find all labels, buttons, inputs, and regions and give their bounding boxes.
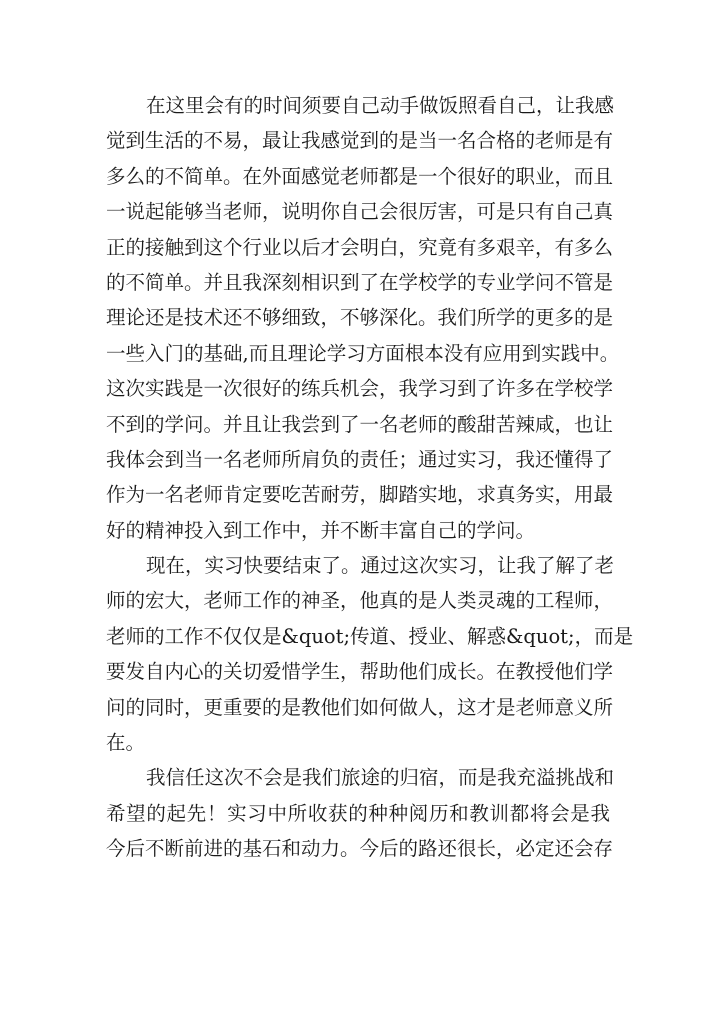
text-line: 我信任这次不会是我们旅途的归宿，而是我充溢挑战和 (146, 766, 615, 790)
text-line: 理论还是技术还不够细致，不够深化。我们所学的更多的是 (106, 306, 614, 330)
text-line: 今后不断前进的基石和动力。今后的路还很长，必定还会存 (106, 837, 614, 861)
text-line: 作为一名老师肯定要吃苦耐劳，脚踏实地，求真务实，用最 (106, 483, 614, 507)
text-line: 在这里会有的时间须要自己动手做饭照看自己，让我感 (146, 94, 615, 117)
text-line: 的不简单。并且我深刻相识到了在学校学的专业学问不管是 (106, 270, 614, 294)
text-line: 一说起能够当老师，说明你自己会很厉害，可是只有自己真 (106, 200, 614, 224)
paragraph-2 (106, 548, 634, 760)
text-line: 希望的起先！实习中所收获的种种阅历和教训都将会是我 (106, 801, 610, 825)
text-line: 老师的工作不仅仅是&quot;传道、授业、解惑&quot;，而是 (106, 624, 634, 648)
document-page (106, 88, 634, 867)
text-line: 不到的学问。并且让我尝到了一名老师的酸甜苦辣咸，也让 (106, 412, 614, 436)
text-line: 在。 (106, 731, 146, 755)
text-line: 师的宏大，老师工作的神圣，他真的是人类灵魂的工程师， (106, 589, 614, 613)
paragraph-1 (106, 88, 620, 548)
text-line: 要发自内心的关切爱惜学生，帮助他们成长。在教授他们学 (106, 660, 614, 684)
text-line: 正的接触到这个行业以后才会明白，究竟有多艰辛，有多么 (106, 235, 614, 259)
text-line: 这次实践是一次很好的练兵机会，我学习到了许多在学校学 (106, 377, 614, 401)
text-line: 觉到生活的不易，最让我感觉到的是当一名合格的老师是有 (106, 129, 614, 153)
text-line: 我体会到当一名老师所肩负的责任；通过实习，我还懂得了 (106, 447, 614, 471)
text-line: 多么的不简单。在外面感觉老师都是一个很好的职业，而且 (106, 164, 614, 188)
text-line: 问的同时，更重要的是教他们如何做人，这才是老师意义所 (106, 695, 614, 719)
text-line: 一些入门的基础,而且理论学习方面根本没有应用到实践中。 (106, 341, 620, 365)
text-line: 好的精神投入到工作中，并不断丰富自己的学问。 (106, 518, 536, 542)
paragraph-3 (106, 760, 615, 866)
text-line: 现在，实习快要结束了。通过这次实习，让我了解了老 (146, 554, 615, 578)
